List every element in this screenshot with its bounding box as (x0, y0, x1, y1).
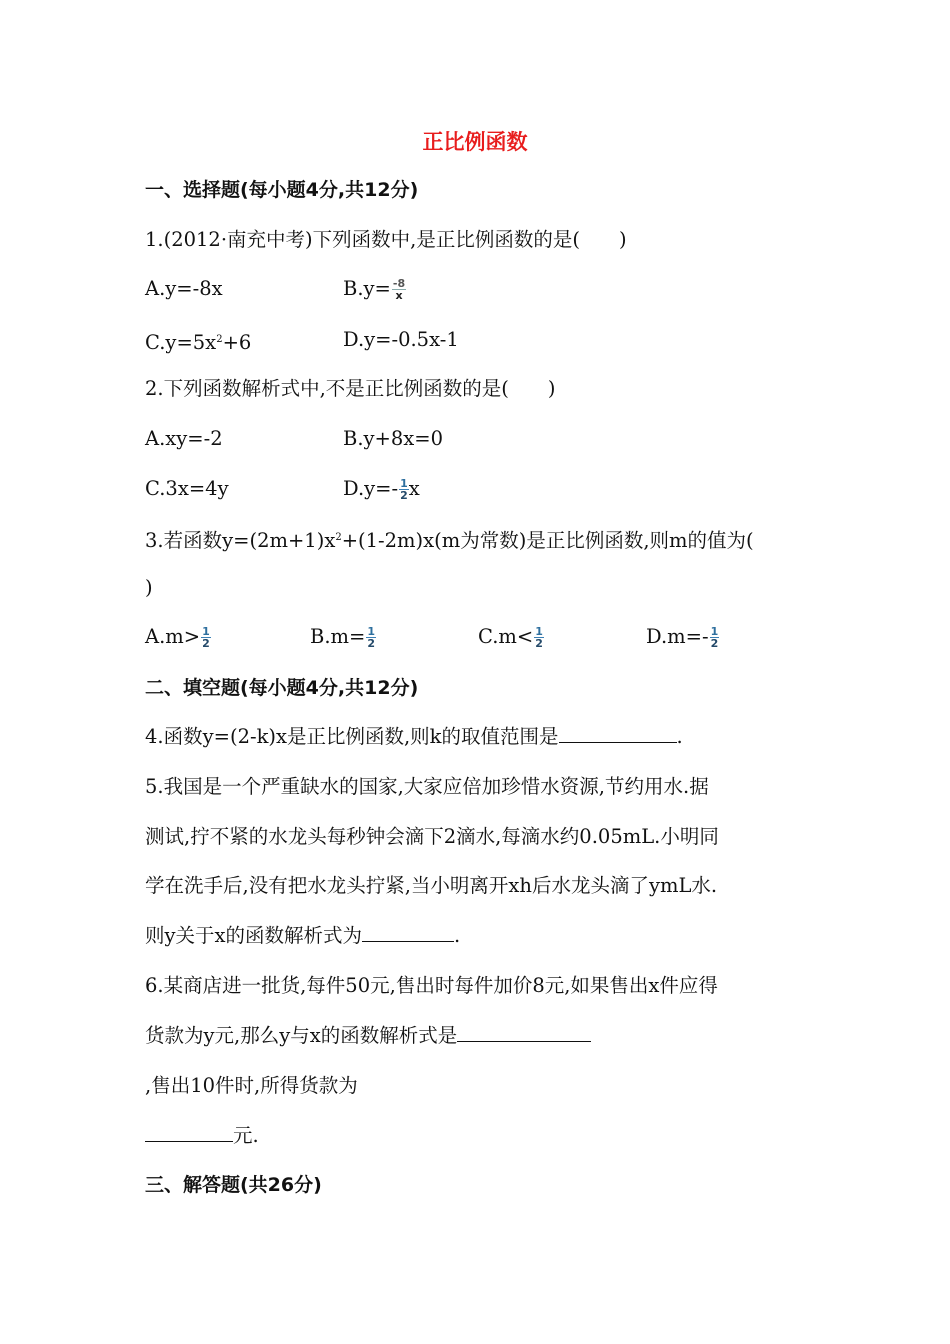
q3-option-c-prefix: C.m< (478, 625, 534, 648)
question-6-line2 (145, 1021, 591, 1051)
question-6-line3: ,售出10件时,所得货款为 (145, 1074, 358, 1097)
q1-option-b-prefix: B.y= (343, 277, 391, 300)
question-1-stem: 1.(2012·南充中考)下列函数中,是正比例函数的是( ) (145, 228, 627, 251)
q3-stem-exponent: 2 (335, 532, 342, 543)
q1-option-c-suffix: +6 (222, 331, 252, 354)
fraction-denominator: 2 (367, 637, 376, 650)
fraction-numerator: -8 (392, 277, 406, 290)
q2-option-d-fraction (399, 478, 409, 501)
question-3-stem-line2: ) (145, 576, 153, 599)
q2-option-a: A.xy=-2 (145, 427, 223, 450)
q1-option-b (343, 274, 406, 304)
answer-blank[interactable] (362, 921, 454, 942)
q3-option-c (478, 622, 544, 652)
q3-option-a-fraction (201, 626, 211, 649)
fraction-denominator: x (395, 289, 403, 302)
question-6-line4 (145, 1121, 259, 1151)
q3-option-b (310, 622, 376, 652)
q1-option-c-exponent: 2 (216, 334, 223, 345)
question-4 (145, 722, 683, 752)
fraction-denominator: 2 (535, 637, 543, 650)
q1-option-a: A.y=-8x (145, 277, 223, 300)
q2-option-b: B.y+8x=0 (343, 427, 444, 450)
q2-option-c: C.3x=4y (145, 477, 229, 500)
q3-option-b-prefix: B.m= (310, 625, 366, 648)
q1-option-d: D.y=-0.5x-1 (343, 328, 459, 351)
q1-option-c (145, 325, 251, 358)
question-2-stem: 2.下列函数解析式中,不是正比例函数的是( ) (145, 377, 556, 400)
fraction-denominator: 2 (710, 637, 719, 650)
question-5-line3: 学在洗手后,没有把水龙头拧紧,当小明离开xh后水龙头滴了ymL水. (145, 874, 718, 897)
answer-blank[interactable] (145, 1121, 233, 1142)
question-5-line2: 测试,拧不紧的水龙头每秒钟会滴下2滴水,每滴水约0.05mL.小明同 (145, 825, 719, 848)
page-title: 正比例函数 (422, 130, 528, 154)
question-5-line4 (145, 921, 460, 951)
q5-line4-text: 则y关于x的函数解析式为 (145, 924, 363, 947)
section-heading-choice: 一、选择题(每小题4分,共12分) (145, 179, 419, 201)
fraction-numerator: 1 (535, 625, 543, 638)
q3-option-d-fraction (710, 626, 720, 649)
q3-stem-part2: +(1-2m)x(m为常数)是正比例函数,则m的值为( (341, 529, 754, 552)
fraction-numerator: 1 (202, 625, 210, 638)
q3-option-a-prefix: A.m> (145, 625, 201, 648)
q3-option-b-fraction (366, 626, 376, 649)
q6-line4-end: 元. (233, 1124, 259, 1147)
q6-line2-text: 货款为y元,那么y与x的函数解析式是 (145, 1024, 458, 1047)
q3-option-a (145, 622, 211, 652)
q3-stem-part1: 3.若函数y=(2m+1)x (145, 529, 336, 552)
q2-option-d-suffix: x (408, 477, 420, 500)
q2-option-d-prefix: D.y=- (343, 477, 399, 500)
question-3-stem (145, 523, 754, 556)
q3-option-c-fraction (534, 626, 544, 649)
fraction-numerator: 1 (710, 625, 719, 638)
section-heading-solve: 三、解答题(共26分) (145, 1174, 322, 1196)
question-5-line1: 5.我国是一个严重缺水的国家,大家应倍加珍惜水资源,节约用水.据 (145, 775, 709, 798)
fraction-denominator: 2 (400, 489, 408, 502)
q5-line4-end: . (454, 924, 461, 947)
question-6-line1: 6.某商店进一批货,每件50元,售出时每件加价8元,如果售出x件应得 (145, 974, 718, 997)
answer-blank[interactable] (457, 1021, 591, 1042)
q3-option-d-prefix: D.m=- (646, 625, 709, 648)
fraction-numerator: 1 (367, 625, 376, 638)
fraction-numerator: 1 (400, 477, 408, 490)
q1-option-c-prefix: C.y=5x (145, 331, 217, 354)
q1-option-b-fraction (392, 278, 406, 301)
section-heading-fill: 二、填空题(每小题4分,共12分) (145, 677, 419, 699)
q4-end: . (676, 725, 683, 748)
q3-option-d (646, 622, 719, 652)
fraction-denominator: 2 (202, 637, 210, 650)
q2-option-d (343, 474, 420, 504)
q4-text: 4.函数y=(2-k)x是正比例函数,则k的取值范围是 (145, 725, 559, 748)
answer-blank[interactable] (559, 722, 677, 743)
